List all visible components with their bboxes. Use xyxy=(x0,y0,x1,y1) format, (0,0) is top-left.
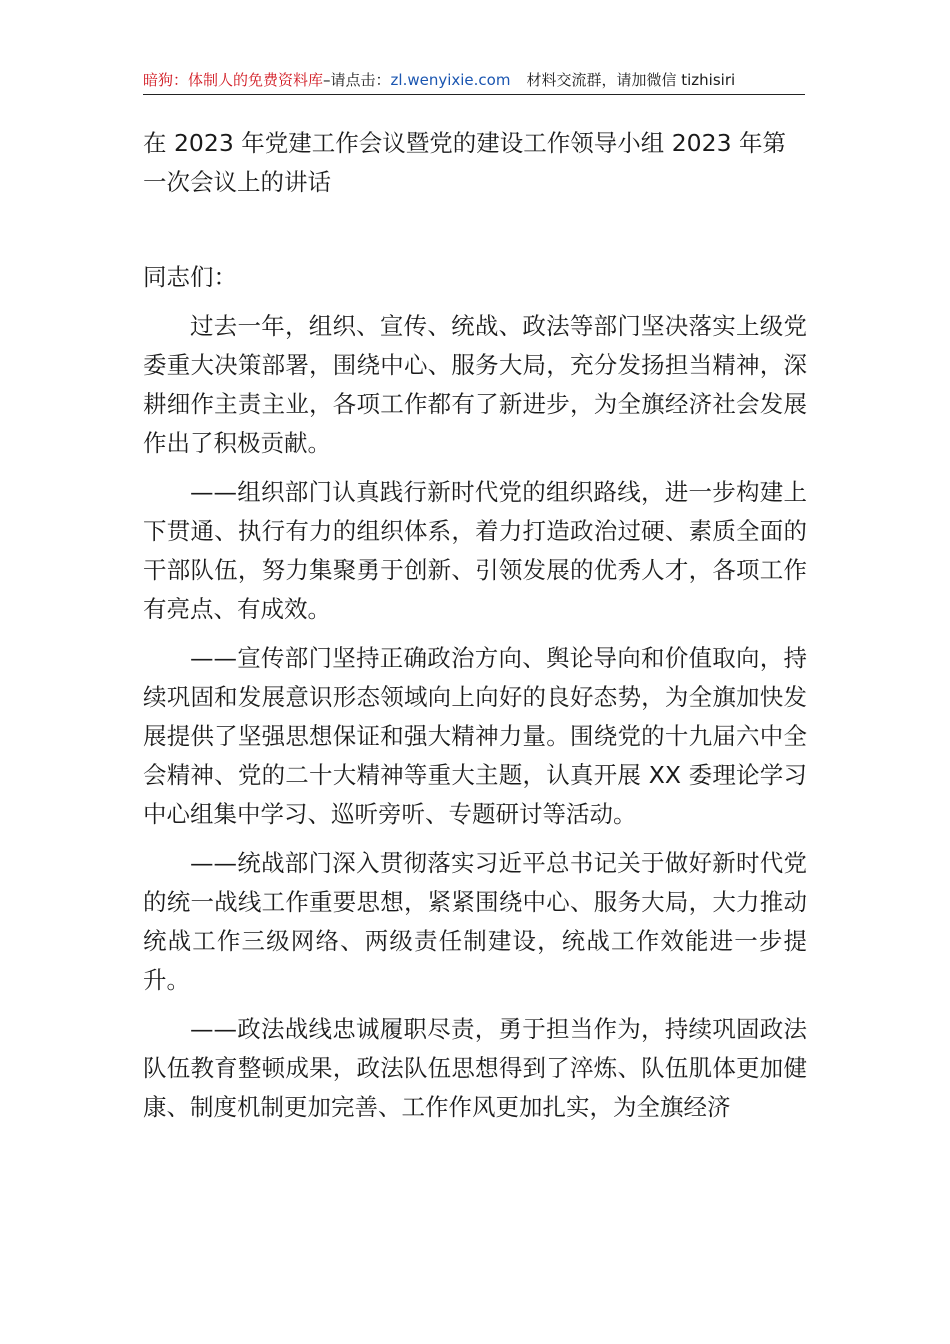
paragraph: ——宣传部门坚持正确政治方向、舆论导向和价值取向，持续巩固和发展意识形态领域向上向好的良好态势，为全旗加快发展提供了坚强思想保证和强大精神力量。围绕党的十九届六中全会精神、党的二十大精神等重大主题，认真开展 XX 委理论学习中心组集中学习、巡听旁听、专题研讨等活动。 xyxy=(143,644,807,828)
document-title: 在 2023 年党建工作会议暨党的建设工作领导小组 2023 年第一次会议上的讲话 xyxy=(143,129,786,196)
paragraph: ——组织部门认真践行新时代党的组织路线，进一步构建上下贯通、执行有力的组织体系，着力打造政治过硬、素质全面的干部队伍，努力集聚勇于创新、引领发展的优秀人才，各项工作有亮点、有成效。 xyxy=(143,478,807,623)
paragraph: ——政法战线忠诚履职尽责，勇于担当作为，持续巩固政法队伍教育整顿成果，政法队伍思想得到了淬炼、队伍肌体更加健康、制度机制更加完善、工作作风更加扎实，为全旗经济 xyxy=(143,1015,807,1121)
salutation: 同志们： xyxy=(143,263,237,291)
document-body xyxy=(143,124,807,1127)
header-link[interactable]: zl.wenyixie.com xyxy=(390,71,511,89)
paragraph: 过去一年，组织、宣传、统战、政法等部门坚决落实上级党委重大决策部署，围绕中心、服务大局，充分发扬担当精神，深耕细作主责主业，各项工作都有了新进步，为全旗经济社会发展作出了积极贡献。 xyxy=(143,312,807,457)
header-contact: 材料交流群，请加微信 tizhisiri xyxy=(526,71,736,89)
header-brand: 暗狗：体制人的免费资料库 xyxy=(143,71,324,89)
paragraph: ——统战部门深入贯彻落实习近平总书记关于做好新时代党的统一战线工作重要思想，紧紧围绕中心、服务大局，大力推动统战工作三级网络、两级责任制建设，统战工作效能进一步提升。 xyxy=(143,849,807,994)
header-prompt: –请点击： xyxy=(323,71,391,89)
page-header xyxy=(143,66,805,95)
